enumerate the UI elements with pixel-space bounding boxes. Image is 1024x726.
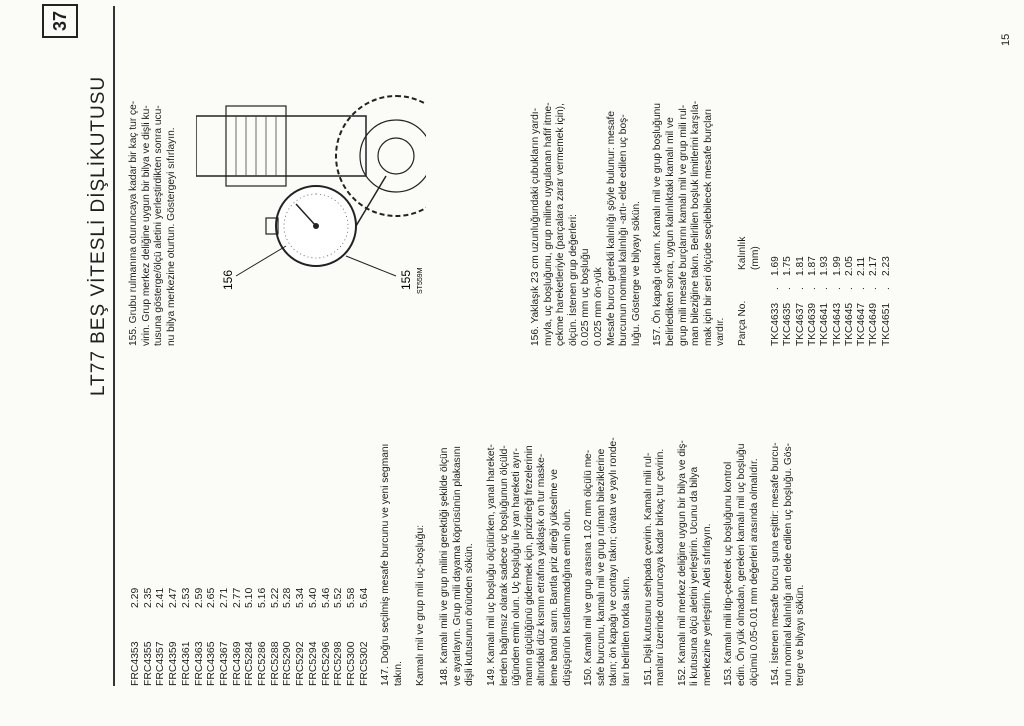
separator-dot: . [806, 287, 818, 290]
text-line: takın. [392, 661, 404, 686]
part-code: TKC4637 [794, 302, 806, 346]
text-line: ölçün. İstenen grup değerleri: [567, 214, 579, 346]
thickness-header: Kalınlık (mm) [736, 236, 761, 270]
table-row [881, 16, 893, 346]
step-152 [677, 386, 715, 686]
part-value: 2.05 [843, 256, 855, 276]
table-row [143, 526, 156, 686]
part-code: TKC4641 [819, 302, 831, 346]
text-line: belirledikten sonra, uygun kalınlıktaki kamalı mil ve [664, 117, 676, 346]
table-row [868, 16, 880, 346]
text-line: 150. Kamalı mil ve grup arasına 1.02 mm ölçülü me- [583, 449, 595, 686]
part-code: FRC5302 [358, 641, 370, 686]
part-code: FRC4357 [155, 641, 167, 686]
part-value: 5.64 [358, 587, 370, 608]
separator-dot: . [782, 287, 794, 290]
text-line: Mesafe burcu gerekli kalınlığı şöyle bulunur: mesafe [605, 111, 617, 346]
part-code: FRC4361 [180, 641, 192, 686]
parts-list-tkc [737, 16, 893, 346]
figure-code: ST559M [417, 267, 424, 294]
part-code: FRC5298 [333, 641, 345, 686]
text-line: edin. Ön yük olmadan, gereken kamalı mil uç boşluğu [736, 443, 748, 686]
separator-dot: . [819, 287, 831, 290]
step-147 [380, 386, 405, 686]
text-line: 149. Kamalı mil uç boşluğu ölçülürken, yanal hareket- [485, 444, 497, 686]
separator-dot: . [856, 287, 868, 290]
part-value: 2.17 [868, 256, 880, 276]
parts-list-tkc-header [737, 16, 762, 346]
separator-dot: . [794, 287, 806, 290]
text-line: altındaki düz kısmın etrafına yaklaşık on tur maske- [536, 453, 548, 686]
text-line: 151. Dişli kutusunu sehpada çevirin. Kamalı mili rul- [642, 452, 654, 686]
part-code: TKC4651 [880, 302, 892, 346]
part-value: 2.71 [218, 587, 230, 608]
part-value: 5.10 [244, 587, 256, 608]
table-row [270, 526, 283, 686]
text-line: çekme hareketleriyle (parçalara zarar vermemek için), [555, 103, 567, 346]
text-line: nun nominal kalınlığı artı elde edilen uç boşluğu. Gös- [782, 443, 794, 686]
part-value: 5.16 [257, 587, 269, 608]
part-value: 5.40 [307, 587, 319, 608]
text-line: ları belirtilen torkla sıkın. [620, 576, 632, 686]
text-line: safe burcunu, kamalı mil ve grup rulman bileziklerine [595, 448, 607, 686]
table-row [219, 526, 232, 686]
text-line: leme bandı sarın. Bantla priz direği yükselme ve [548, 469, 560, 686]
text-line: luğu. Gösterge ve bilyayı sökün. [630, 201, 642, 346]
table-row [832, 16, 844, 346]
dial-gauge-illustration [196, 6, 426, 296]
text-line: li kutusuna ölçü aletini yerleştirin. Ucunu da bilya [689, 466, 701, 686]
text-line: dişli kutusunun önünden sökün. [464, 543, 476, 686]
text-line: manları üzerinde oturuncaya kadar birkaç tur çevirin. [655, 448, 667, 686]
text-line: nu bilya merkezine oturtun. Göstergeyi sıfırlayın. [165, 127, 177, 346]
step-157 [652, 16, 728, 346]
text-line: man bileziğine takın. Belirlilen boşluk limitlerini karşıla- [690, 100, 702, 346]
part-value: 1.99 [831, 256, 843, 276]
text-line: vardır. [715, 317, 727, 346]
section-heading-endfloat: Kamalı mil ve grup mili uç-boşluğu: [415, 524, 427, 686]
column-2-bottom [530, 16, 893, 346]
text-line: 156. Yaklaşık 23 cm uzunluğundaki çubukların yardı- [530, 107, 541, 346]
part-code: TKC4649 [868, 302, 880, 346]
step-156 [530, 16, 643, 346]
table-row [295, 526, 308, 686]
part-code: TKC4639 [806, 302, 818, 346]
part-value: 5.52 [333, 587, 345, 608]
part-code: FRC5292 [295, 641, 307, 686]
part-value: 5.34 [295, 587, 307, 608]
part-value: 2.35 [142, 587, 154, 608]
part-code: FRC4365 [206, 641, 218, 686]
table-row [232, 526, 245, 686]
table-row [181, 526, 194, 686]
part-value: 2.23 [880, 256, 892, 276]
table-row [856, 16, 868, 346]
header-rule [113, 6, 115, 686]
table-row [359, 526, 372, 686]
part-code: FRC5284 [244, 641, 256, 686]
text-line: grup mili mesafe burçlarını kamalı mil ve grup mili rul- [677, 104, 689, 346]
part-value: 1.81 [794, 256, 806, 276]
parts-list-tkc-rows [770, 16, 893, 346]
part-code: FRC4353 [130, 641, 141, 686]
part-code: FRC5290 [282, 641, 294, 686]
column-1-text [380, 386, 817, 686]
part-code: TKC4635 [782, 302, 794, 346]
callout-155: 155 [399, 269, 413, 290]
text-line: burcunun nominal kalınlığı -artı- elde edilen uç boş- [618, 114, 630, 346]
part-code: FRC4369 [231, 641, 243, 686]
part-value: 1.75 [782, 256, 794, 276]
text-line: 147. Doğru seçilmiş mesafe burcunu ve yeni segmanı [380, 443, 391, 686]
part-code: FRC4363 [193, 641, 205, 686]
text-line: 154. İstenen mesafe burcu şuna eşittir: mesafe burcu- [770, 442, 782, 686]
part-code: FRC4367 [218, 641, 230, 686]
part-value: 1.87 [806, 256, 818, 276]
part-value: 2.29 [130, 587, 141, 608]
text-line: 153. Kamalı mili itip-çekerek uç boşluğunu kontrol [723, 461, 735, 686]
table-row [844, 16, 856, 346]
text-line: lerden bağımsız olarak sadece uç boşluğunun ölçüld- [498, 445, 510, 686]
text-line: üğünden emin olun. Uç boşluğu ile yan hareketi ayır- [511, 448, 523, 686]
table-row [257, 526, 270, 686]
table-row [333, 526, 346, 686]
part-value: 2.59 [193, 587, 205, 608]
part-value: 2.47 [168, 587, 180, 608]
part-value: 5.28 [282, 587, 294, 608]
text-line: mıyla, uç boşluğunu, grup miline uygulanan hafif itme- [542, 102, 554, 346]
table-row [194, 526, 207, 686]
text-line: terge ve bilyayı sökün. [795, 584, 807, 686]
part-value: 1.93 [819, 256, 831, 276]
text-line: ve ayarlayın. Grup mili dayama köprüsünün plakasını [451, 445, 463, 686]
part-code: TKC4633 [770, 302, 782, 346]
separator-dot: . [868, 287, 880, 290]
part-code: TKC4645 [843, 302, 855, 346]
part-code: FRC5286 [257, 641, 269, 686]
part-value: 5.22 [269, 587, 281, 608]
text-line: tusuna gösterge/ölçü aletini yerleştirdikten sonra ucu- [153, 105, 165, 346]
column-2-top [128, 16, 187, 346]
table-row [346, 526, 359, 686]
footer-page-number: 15 [1000, 33, 1012, 46]
table-row [206, 526, 219, 686]
separator-dot: . [831, 287, 843, 290]
table-row [130, 526, 143, 686]
table-row [807, 16, 819, 346]
part-value: 5.46 [320, 587, 332, 608]
part-value: 2.53 [180, 587, 192, 608]
text-line: 0.025 mm ön-yük [592, 267, 604, 346]
separator-dot: . [843, 287, 855, 290]
page-number-box: 37 [42, 4, 78, 38]
table-row [282, 526, 295, 686]
step-149 [486, 386, 574, 686]
part-code: FRC5294 [307, 641, 319, 686]
table-row [155, 526, 168, 686]
table-row [321, 526, 334, 686]
text-line: 148. Kamalı mili ve grup milini gerektiği şekilde ölçün [439, 447, 451, 686]
step-148 [439, 386, 477, 686]
part-code: FRC5300 [345, 641, 357, 686]
text-line: ölçümü 0.05-0.01 mm değerleri arasında olmalıdır. [748, 458, 760, 686]
step-154 [770, 386, 808, 686]
text-line: 0.025 mm uç boşluğu [580, 248, 592, 346]
part-code: FRC4355 [142, 641, 154, 686]
table-row [770, 16, 782, 346]
parts-list-frc-table [130, 526, 371, 686]
step-151 [643, 386, 668, 686]
text-line: 155. Grubu rulmanına oturuncaya kadar bir kaç tur çe- [128, 100, 139, 346]
part-code: FRC4359 [168, 641, 180, 686]
page-title: LT77 BEŞ VİTESLİ DİŞLİKUTUSU [88, 75, 109, 396]
part-value: 2.77 [231, 587, 243, 608]
step-153 [723, 386, 761, 686]
text-line: takın; ön kapağı ve contayı takın; civata ve yaylı ronde- [608, 437, 620, 686]
text-line: 152. Kamalı mil merkez deliğine uygun bir bilya ve diş- [676, 440, 688, 686]
part-value: 5.58 [345, 587, 357, 608]
table-row [308, 526, 321, 686]
text-line: mak için bir seri ölçüde seçilebilecek mesafe burçları [702, 108, 714, 346]
text-line: 157. Ön kapağı çıkarın. Kamalı mil ve grup boşluğunu [652, 103, 664, 346]
step-150 [583, 386, 633, 686]
text-line: manın güçlüğünü gidermek için, prizdireği frezelerinin [523, 445, 535, 686]
callout-156: 156 [221, 269, 235, 290]
table-row [244, 526, 257, 686]
part-value: 1.69 [770, 256, 782, 276]
table-row [819, 16, 831, 346]
step-155 [128, 16, 178, 346]
table-row [795, 16, 807, 346]
part-value: 2.11 [856, 256, 868, 276]
gearbox-gauge-drawing [196, 6, 426, 296]
part-no-header: Parça No. [736, 300, 748, 346]
separator-dot: . [770, 287, 782, 290]
text-line: virin. Grup merkez deliğine uygun bir bilya ve dişli ku- [140, 105, 152, 346]
separator-dot: . [880, 287, 892, 290]
part-value: 2.41 [155, 587, 167, 608]
table-row [782, 16, 794, 346]
text-line: merkezine yerleştirin. Aleti sıfırlayın. [701, 523, 713, 686]
part-code: TKC4647 [856, 302, 868, 346]
text-line: düşüşünün kısıtlanmadığına emin olun. [561, 508, 573, 686]
table-row [168, 526, 181, 686]
part-code: TKC4643 [831, 302, 843, 346]
part-code: FRC5296 [320, 641, 332, 686]
part-value: 2.65 [206, 587, 218, 608]
part-code: FRC5288 [269, 641, 281, 686]
